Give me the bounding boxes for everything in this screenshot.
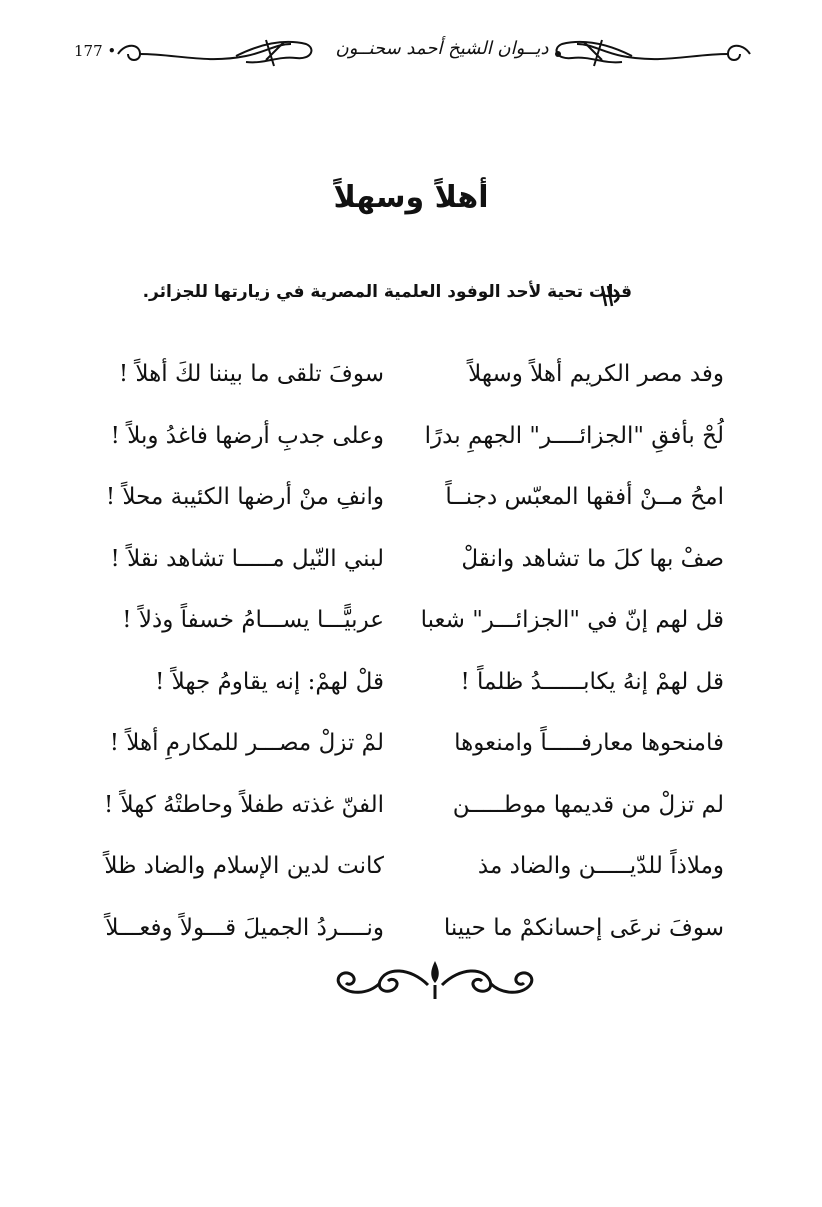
verse-first-hemistich: لم تزلْ من قديمها موطـــــن <box>452 791 724 818</box>
verse-first-hemistich: وملاذاً للدّيـــــن والضاد مذ <box>477 853 724 879</box>
verse <box>104 846 724 908</box>
verse-first-hemistich: امحُ مــنْ أفقها المعبّس دجنــاً <box>445 484 724 510</box>
verse-second-hemistich: سوفَ تلقى ما بيننا لكَ أهلاً ! <box>118 361 384 387</box>
verse-second-hemistich: الفنّ غذته طفلاً وحاطتْهُ كهلاً ! <box>103 791 384 818</box>
verse-second-hemistich: لمْ تزلْ مصـــر للمكارمِ أهلاً ! <box>109 730 384 756</box>
verse-second-hemistich: وانفِ منْ أرضها الكئيبة محلاً ! <box>105 484 384 510</box>
verse-second-hemistich: لبني النّيل مـــــا تشاهد نقلاً ! <box>110 545 384 572</box>
verse-first-hemistich: قل لهمْ إنهُ يكابــــــدُ ظلماً ! <box>460 668 724 695</box>
verse-first-hemistich: فامنحوها معارفـــــاً وامنعوها <box>454 730 724 756</box>
verse-first-hemistich: قل لهم إنّ في "الجزائـــر" شعبا <box>420 607 724 633</box>
verse <box>110 600 724 662</box>
poem-body <box>103 354 724 969</box>
verse-first-hemistich: صفْ بها كلَ ما تشاهد وانقلْ <box>461 545 724 572</box>
verse-first-hemistich: لُحْ بأفقِ "الجزائــــر" الجهمِ بدرًا <box>424 422 724 449</box>
verse-second-hemistich: كانت لدين الإسلام والضاد ظلاً <box>104 853 384 879</box>
page-number: 177 • <box>74 42 117 60</box>
verse-first-hemistich: وفد مصر الكريم أهلاً وسهلاً <box>468 361 724 387</box>
running-title: ديــوان الشيخ أحمد سحنــون <box>335 38 549 59</box>
verse <box>110 662 724 724</box>
verse <box>103 785 724 847</box>
verse <box>110 416 724 478</box>
header-right-flourish-icon <box>552 34 752 74</box>
header-left-flourish-icon <box>116 34 316 74</box>
poem-intro: قيلت تحية لأحد الوفود العلمية المصرية في زيارتها للجزائر. <box>142 282 632 302</box>
verse-second-hemistich: ونــــردُ الجميلَ قـــولاً وفعـــلاً <box>105 914 384 941</box>
verse <box>105 477 724 539</box>
poem-title: أهلاً وسهلاً <box>333 180 489 215</box>
verse <box>110 354 724 416</box>
page-header <box>70 28 760 78</box>
verse-second-hemistich: وعلى جدبِ أرضها فاغدُ وبلاً ! <box>110 422 384 449</box>
end-flourish-icon <box>330 955 540 1005</box>
verse-second-hemistich: قلْ لهمْ: إنه يقاومُ جهلاً ! <box>155 668 384 695</box>
verse-second-hemistich: عربيًّـــا يســـامُ خسفاً وذلاً ! <box>122 607 384 633</box>
verse <box>110 723 724 785</box>
verse-first-hemistich: سوفَ نرعَى إحسانكمْ ما حيينا <box>443 914 724 941</box>
verse <box>110 539 724 601</box>
